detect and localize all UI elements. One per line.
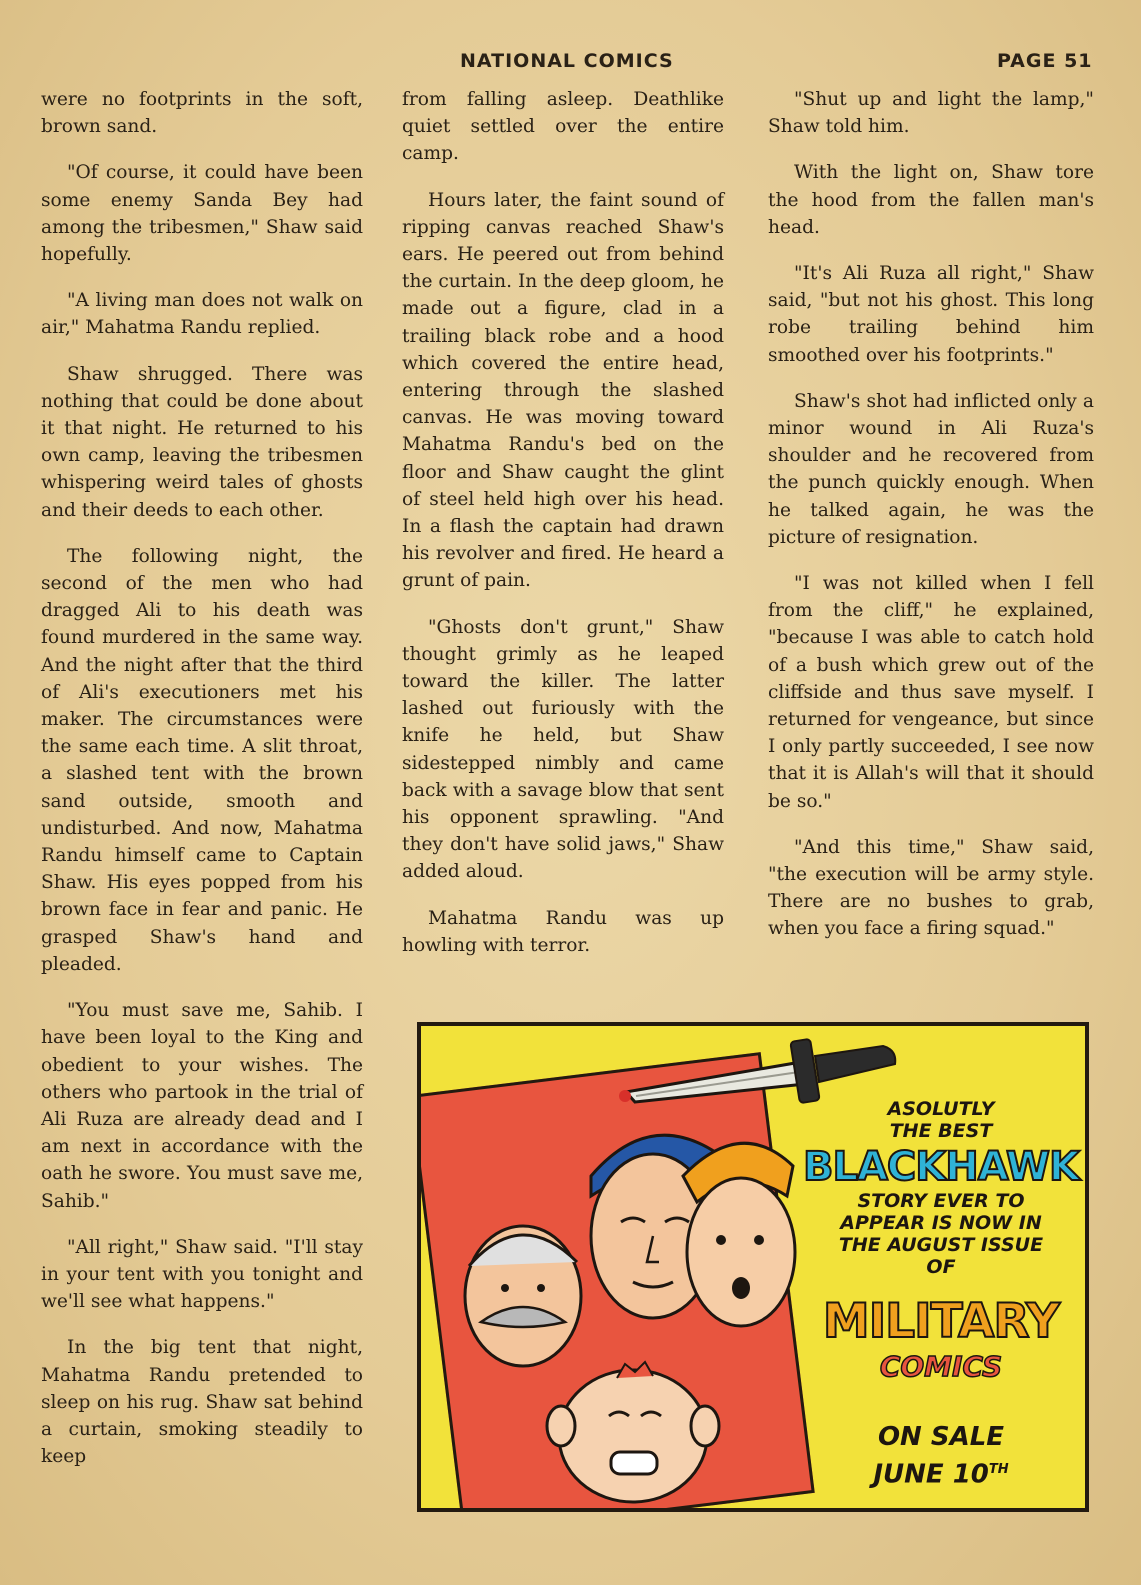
ad-line-3: STORY EVER TO: [857, 1190, 1025, 1212]
paragraph: "And this time," Shaw said, "the execution will be army style. There are no bushes to grab, when you face a firing squad.": [768, 836, 1094, 940]
page-number: PAGE 51: [997, 50, 1093, 72]
ad-line-4: APPEAR IS NOW IN: [840, 1212, 1042, 1234]
ad-brand: BLACKHAWK: [802, 1144, 1080, 1190]
text-column-3: [768, 86, 1094, 962]
ad-magazine-subtitle: COMICS: [879, 1350, 1003, 1383]
paragraph: "All right," Shaw said. "I'll stay in your tent with you tonight and we'll see what happens.": [41, 1236, 363, 1313]
page-header: [0, 50, 1141, 80]
publication-title: NATIONAL COMICS: [460, 50, 674, 72]
paragraph: "I was not killed when I fell from the cliff," he explained, "because I was able to catch hold of a bush which grew out of the cliffside and thus save myself. I returned for vengeance, but since I only partly succeeded, I see now that it is Allah's will that it should be so.": [768, 573, 1094, 812]
ad-magazine-title: MILITARY: [822, 1294, 1060, 1349]
blackhawk-advertisement: [417, 1022, 1089, 1512]
ad-sale-date: JUNE 10: [873, 1459, 989, 1490]
paragraph: "Ghosts don't grunt," Shaw thought grimly as he leaped toward the killer. The latter lashed out furiously with the knife he held, but Shaw sidestepped nimbly and came back with a savage blow that sent his opponent sprawling. "And they don't have solid jaws," Shaw added aloud.: [402, 616, 724, 883]
paragraph: Hours later, the faint sound of ripping canvas reached Shaw's ears. He peered out from behind the curtain. In the deep gloom, he made out a figure, clad in a trailing black robe and a hood which covered the entire head, entering through the slashed canvas. He was moving toward Mahatma Randu's bed on the floor and Shaw caught the glint of steel held high over his head. In a flash the captain had drawn his revolver and fired. He heard a grunt of pain.: [402, 189, 724, 592]
ad-sale-date-suffix: TH: [988, 1462, 1009, 1477]
paragraph: "A living man does not walk on air," Mahatma Randu replied.: [41, 290, 363, 339]
text-column-2: [402, 86, 724, 978]
paragraph: were no footprints in the soft, brown sand.: [41, 89, 363, 138]
paragraph: "Shut up and light the lamp," Shaw told him.: [768, 89, 1094, 138]
paragraph: "It's Ali Ruza all right," Shaw said, "but not his ghost. This long robe trailing behind him smoothed over his footprints.": [768, 263, 1094, 366]
ad-sale-line-1: ON SALE: [877, 1422, 1005, 1452]
paragraph: Mahatma Randu was up howling with terror.: [402, 907, 724, 956]
ad-line-5: THE AUGUST ISSUE: [838, 1234, 1044, 1256]
paragraph: The following night, the second of the men who had dragged Ali to his death was found murdered in the same way. And the night after that the third of Ali's executioners met his maker. The circumstances were the same each time. A slit throat, a slashed tent with the brown sand outside, smooth and undisturbed. And now, Mahatma Randu himself came to Captain Shaw. His eyes popped from his brown face in fear and panic. He grasped Shaw's hand and pleaded.: [41, 545, 363, 975]
text-column-1: [41, 86, 363, 1489]
paragraph: from falling asleep. Deathlike quiet settled over the entire camp.: [402, 89, 724, 165]
paragraph: With the light on, Shaw tore the hood from the fallen man's head.: [768, 162, 1094, 238]
paragraph: "Of course, it could have been some enemy Sanda Bey had among the tribesmen," Shaw said hopefully.: [41, 162, 363, 266]
ad-line-6: OF: [926, 1256, 956, 1278]
mustache-face-icon: [465, 1226, 581, 1366]
paragraph: Shaw shrugged. There was nothing that could be done about it that night. He returned to his own camp, leaving the tribesmen whispering weird tales of ghosts and their deeds to each other.: [41, 363, 363, 521]
paragraph: In the big tent that night, Mahatma Randu pretended to sleep on his rug. Shaw sat behind a curtain, smoking steadily to keep: [41, 1337, 363, 1468]
redhead-face-icon: [683, 1143, 795, 1326]
ad-line-2: THE BEST: [889, 1120, 993, 1142]
knife-icon: [619, 1039, 895, 1103]
paragraph: Shaw's shot had inflicted only a minor wound in Ali Ruza's shoulder and he recovered from the punch quickly enough. When he talked again, he was the picture of resignation.: [768, 390, 1094, 548]
ad-sale-line-2: [801, 1454, 1081, 1491]
paragraph: "You must save me, Sahib. I have been loyal to the King and obedient to your wishes. The others who partook in the trial of Ali Ruza are already dead and I am next in accordance with the oath he swore. You must save me, Sahib.": [41, 1000, 363, 1212]
bald-face-icon: [547, 1362, 719, 1502]
ad-line-1: ASOLUTLY: [887, 1098, 995, 1120]
